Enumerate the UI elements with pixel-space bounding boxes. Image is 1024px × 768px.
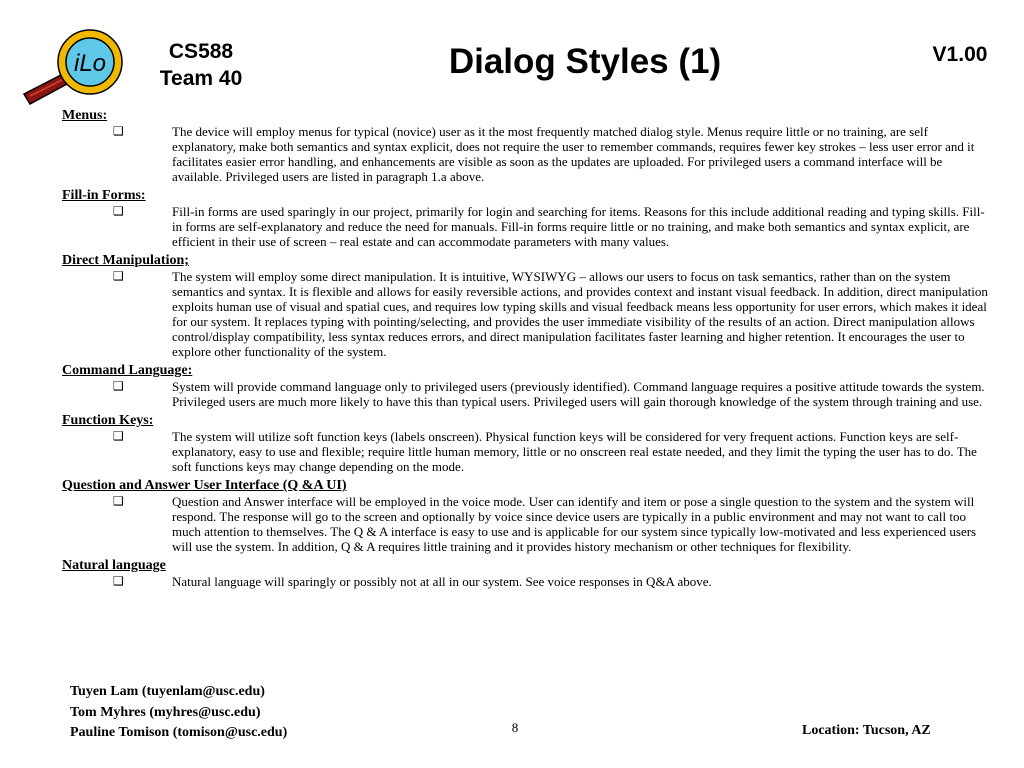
content [62, 107, 990, 592]
list-item [62, 429, 990, 474]
item-text: The system will employ some direct manipulation. It is intuitive, WYSIWYG – allows our users to focus on task semantics, rather than on the system semantics and syntax. It is flexible and allows for easily reversible actions, and provides context and instant visual feedback. In addition, direct manipulation exploits human use of visual and spatial cues, and requires low typing skills and visual feedback means less opportunity for user errors, which makes it ideal for our system. It replaces typing with pointing/selecting, and provides the user immediate visibility of the results of an action. Direct manipulation allows control/display compatibility, less syntax reduces errors, and direct manipulation facilitates faster learning and higher retention. It encourages the user to explore other functionality of the system. [172, 269, 988, 359]
item-text: Question and Answer interface will be employed in the voice mode. User can identify and item or pose a single question to the system and the system will respond. The response will go to the screen and optionally by voice since device users are typically in a public environment and may not want to call too much attention to themselves. The Q & A interface is easy to use and is applicable for our system since typically low-motivated and less experienced users will use the system. In addition, Q & A requires little training and it provides history mechanism or other techniques for flexibility. [172, 494, 977, 554]
checkbox-bullet-icon: ❑ [113, 574, 124, 588]
course-code: CS588 [168, 40, 234, 63]
page-number: 8 [511, 720, 519, 735]
checkbox-bullet-icon: ❑ [113, 494, 124, 508]
checkbox-bullet-icon: ❑ [113, 379, 124, 393]
item-text: The system will utilize soft function keys (labels onscreen). Physical function keys will be considered for very frequent actions. Function keys are self-explanatory, easy to use and flexible; require little human memory, little or no onscreen real estate needed, and they limit the typing the user has to do. The soft functions keys may change depending on the mode. [172, 429, 977, 474]
location-label: Location: Tucson, AZ [802, 723, 931, 738]
item-text: System will provide command language only to privileged users (previously identified). Command language requires a positive attitude towards the system. Privileged users are much more likely to have this than typical users. Privileged users will gain thorough knowledge of the system through training and use. [172, 379, 985, 409]
section-direct-manipulation [62, 252, 990, 359]
magnifier-icon [20, 28, 130, 112]
checkbox-bullet-icon: ❑ [113, 429, 124, 443]
section-heading: Fill-in Forms: [62, 188, 146, 203]
version-label: V1.00 [932, 43, 988, 66]
list-item [62, 574, 990, 589]
page-title: Dialog Styles (1) [448, 42, 722, 81]
item-text: Fill-in forms are used sparingly in our project, primarily for login and searching for items. Reasons for this include additional reading and typing skills. Fill-in forms are self-explanatory and reduce the need for manuals. Fill-in forms require little or no training, and make both semantics and syntax explicit, are efficient in their use of screen – real estate and can accommodate parameters with many values. [172, 204, 985, 249]
section-heading: Question and Answer User Interface (Q &A UI) [62, 478, 347, 493]
logo-text: iLo [73, 50, 107, 77]
list-item [62, 379, 990, 409]
section-natural-language [62, 557, 990, 589]
checkbox-bullet-icon: ❑ [113, 204, 124, 218]
list-item [62, 269, 990, 359]
section-command-language [62, 362, 990, 409]
item-text: The device will employ menus for typical (novice) user as it the most frequently matched dialog style. Menus require little or no training, are self explanatory, make both semantics and syntax explicit, does not require the user to remember commands, requires fewer key strokes – less user error and it facilitates easier error handling, and enhancements are visible as soon as the updates are uploaded. For privileged users a command interface will be available. Privileged users are listed in paragraph 1.a above. [172, 124, 975, 184]
author-list [70, 682, 287, 744]
list-item [62, 204, 990, 249]
team-name: Team 40 [159, 67, 243, 90]
section-heading: Direct Manipulation; [62, 253, 189, 268]
section-menus [62, 107, 990, 184]
author: Tuyen Lam (tuyenlam@usc.edu) [70, 684, 265, 699]
section-function-keys [62, 412, 990, 474]
section-heading: Natural language [62, 558, 166, 573]
section-heading: Menus: [62, 108, 108, 123]
author: Tom Myhres (myhres@usc.edu) [70, 704, 261, 720]
item-text: Natural language will sparingly or possibly not at all in our system. See voice responses in Q&A above. [172, 574, 712, 589]
checkbox-bullet-icon: ❑ [113, 269, 124, 283]
section-qa-ui [62, 477, 990, 554]
author: Pauline Tomison (tomison@usc.edu) [70, 725, 288, 740]
list-item [62, 124, 990, 184]
ilo-logo [20, 28, 130, 112]
section-heading: Command Language: [62, 363, 193, 378]
course-label [140, 38, 262, 92]
checkbox-bullet-icon: ❑ [113, 124, 124, 138]
list-item [62, 494, 990, 554]
section-heading: Function Keys: [62, 413, 154, 428]
section-fill-in-forms [62, 187, 990, 249]
